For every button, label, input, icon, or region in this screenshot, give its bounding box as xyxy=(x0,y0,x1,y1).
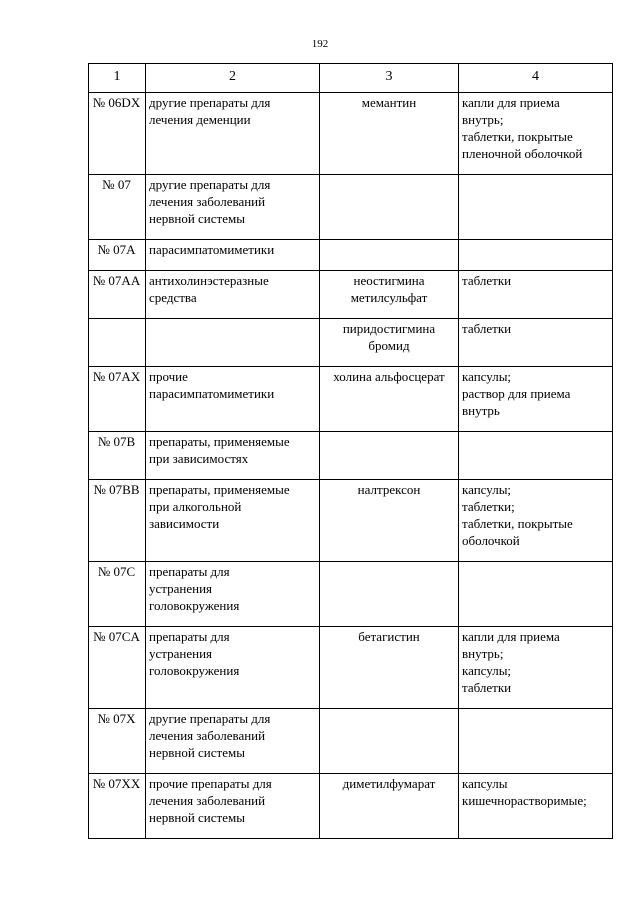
group-name-cell xyxy=(146,367,320,432)
group-name-line: лечения заболеваний xyxy=(149,728,266,743)
atc-code-cell: № 06DX xyxy=(89,93,146,175)
dosage-form-cell xyxy=(459,93,613,175)
dosage-form-cell xyxy=(459,774,613,839)
table-row xyxy=(89,627,613,709)
drug-name-line: мемантин xyxy=(361,95,417,110)
table-body xyxy=(89,93,613,839)
drug-name-cell xyxy=(320,367,459,432)
atc-code-cell: № 07X xyxy=(89,709,146,774)
drug-name-cell xyxy=(320,709,459,774)
group-name-line: средства xyxy=(149,290,197,305)
group-name-cell xyxy=(146,709,320,774)
group-name-cell xyxy=(146,480,320,562)
dosage-form-line: таблетки xyxy=(462,321,512,336)
atc-code-cell: № 07XX xyxy=(89,774,146,839)
group-name-line: прочие препараты для xyxy=(149,776,272,791)
dosage-form-line: внутрь xyxy=(462,403,500,418)
column-header-1: 1 xyxy=(89,64,146,93)
dosage-form-line: капсулы xyxy=(462,776,508,791)
group-name-line: нервной системы xyxy=(149,745,245,760)
table-row xyxy=(89,480,613,562)
table-header xyxy=(89,64,613,93)
group-name-line: прочие xyxy=(149,369,188,384)
atc-code-cell: № 07B xyxy=(89,432,146,480)
group-name-line: другие препараты для xyxy=(149,177,271,192)
table-row xyxy=(89,93,613,175)
dosage-form-line: кишечнорастворимые; xyxy=(462,793,587,808)
atc-code-cell: № 07CA xyxy=(89,627,146,709)
group-name-line: другие препараты для xyxy=(149,711,271,726)
drug-name-line: налтрексон xyxy=(357,482,421,497)
atc-code-cell: № 07C xyxy=(89,562,146,627)
dosage-form-cell xyxy=(459,480,613,562)
group-name-cell xyxy=(146,93,320,175)
atc-code-cell: № 07BB xyxy=(89,480,146,562)
dosage-form-line: таблетки xyxy=(462,273,512,288)
table-row xyxy=(89,240,613,271)
dosage-form-line: капсулы; xyxy=(462,369,512,384)
dosage-form-cell xyxy=(459,271,613,319)
drug-name-line: неостигмина xyxy=(353,273,425,288)
group-name-line: препараты для xyxy=(149,629,230,644)
column-header-4: 4 xyxy=(459,64,613,93)
dosage-form-cell xyxy=(459,319,613,367)
column-header-2: 2 xyxy=(146,64,320,93)
group-name-line: устранения xyxy=(149,646,213,661)
group-name-cell xyxy=(146,319,320,367)
table-row xyxy=(89,432,613,480)
dosage-form-cell xyxy=(459,562,613,627)
group-name-line: при зависимостях xyxy=(149,451,249,466)
dosage-form-line: внутрь; xyxy=(462,112,504,127)
atc-code-cell: № 07 xyxy=(89,175,146,240)
drug-name-cell xyxy=(320,480,459,562)
group-name-line: головокружения xyxy=(149,663,240,678)
dosage-form-line: таблетки, покрытые xyxy=(462,129,573,144)
drug-name-cell xyxy=(320,240,459,271)
drug-name-line: бетагистин xyxy=(358,629,420,644)
dosage-form-line: таблетки, покрытые xyxy=(462,516,573,531)
drug-name-line: диметилфумарат xyxy=(342,776,436,791)
dosage-form-line: таблетки xyxy=(462,680,512,695)
drug-name-cell xyxy=(320,175,459,240)
group-name-line: парасимпатомиметики xyxy=(149,242,275,257)
atc-code-cell: № 07AX xyxy=(89,367,146,432)
group-name-line: парасимпатомиметики xyxy=(149,386,275,401)
group-name-line: зависимости xyxy=(149,516,220,531)
group-name-cell xyxy=(146,627,320,709)
group-name-line: препараты, применяемые xyxy=(149,434,290,449)
dosage-form-line: капли для приема xyxy=(462,95,560,110)
drug-name-cell xyxy=(320,562,459,627)
group-name-cell xyxy=(146,432,320,480)
drug-name-cell xyxy=(320,271,459,319)
dosage-form-line: пленочной оболочкой xyxy=(462,146,583,161)
drug-name-cell xyxy=(320,319,459,367)
drug-name-cell xyxy=(320,774,459,839)
dosage-form-cell xyxy=(459,367,613,432)
table-row xyxy=(89,709,613,774)
group-name-line: головокружения xyxy=(149,598,240,613)
dosage-form-cell xyxy=(459,709,613,774)
drug-name-line: бромид xyxy=(368,338,410,353)
group-name-cell xyxy=(146,562,320,627)
drug-name-cell xyxy=(320,93,459,175)
dosage-form-line: таблетки; xyxy=(462,499,515,514)
drug-classification-table xyxy=(88,63,613,839)
dosage-form-line: раствор для приема xyxy=(462,386,571,401)
dosage-form-line: капли для приема xyxy=(462,629,560,644)
table-row xyxy=(89,774,613,839)
group-name-cell xyxy=(146,271,320,319)
group-name-cell xyxy=(146,240,320,271)
drug-name-cell xyxy=(320,627,459,709)
atc-code-cell xyxy=(89,319,146,367)
dosage-form-cell xyxy=(459,432,613,480)
drug-name-line: холина альфосцерат xyxy=(333,369,445,384)
dosage-form-line: капсулы; xyxy=(462,663,512,678)
dosage-form-cell xyxy=(459,627,613,709)
group-name-line: лечения заболеваний xyxy=(149,793,266,808)
group-name-cell xyxy=(146,774,320,839)
drug-name-line: метилсульфат xyxy=(350,290,428,305)
header-row xyxy=(89,64,613,93)
dosage-form-line: внутрь; xyxy=(462,646,504,661)
group-name-line: нервной системы xyxy=(149,810,245,825)
group-name-line: лечения заболеваний xyxy=(149,194,266,209)
table-row xyxy=(89,175,613,240)
group-name-line: антихолинэстеразные xyxy=(149,273,269,288)
atc-code-cell: № 07A xyxy=(89,240,146,271)
group-name-line: другие препараты для xyxy=(149,95,271,110)
group-name-line: препараты для xyxy=(149,564,230,579)
table-row xyxy=(89,562,613,627)
group-name-line: нервной системы xyxy=(149,211,245,226)
group-name-line: препараты, применяемые xyxy=(149,482,290,497)
group-name-line: при алкогольной xyxy=(149,499,242,514)
group-name-line: устранения xyxy=(149,581,213,596)
column-header-3: 3 xyxy=(320,64,459,93)
group-name-cell xyxy=(146,175,320,240)
dosage-form-cell xyxy=(459,175,613,240)
drug-name-line: пиридостигмина xyxy=(342,321,436,336)
table-row xyxy=(89,271,613,319)
atc-code-cell: № 07AA xyxy=(89,271,146,319)
table-row xyxy=(89,367,613,432)
dosage-form-cell xyxy=(459,240,613,271)
dosage-form-line: капсулы; xyxy=(462,482,512,497)
table-row xyxy=(89,319,613,367)
dosage-form-line: оболочкой xyxy=(462,533,520,548)
drug-name-cell xyxy=(320,432,459,480)
group-name-line: лечения деменции xyxy=(149,112,251,127)
page-number: 192 xyxy=(311,38,329,50)
